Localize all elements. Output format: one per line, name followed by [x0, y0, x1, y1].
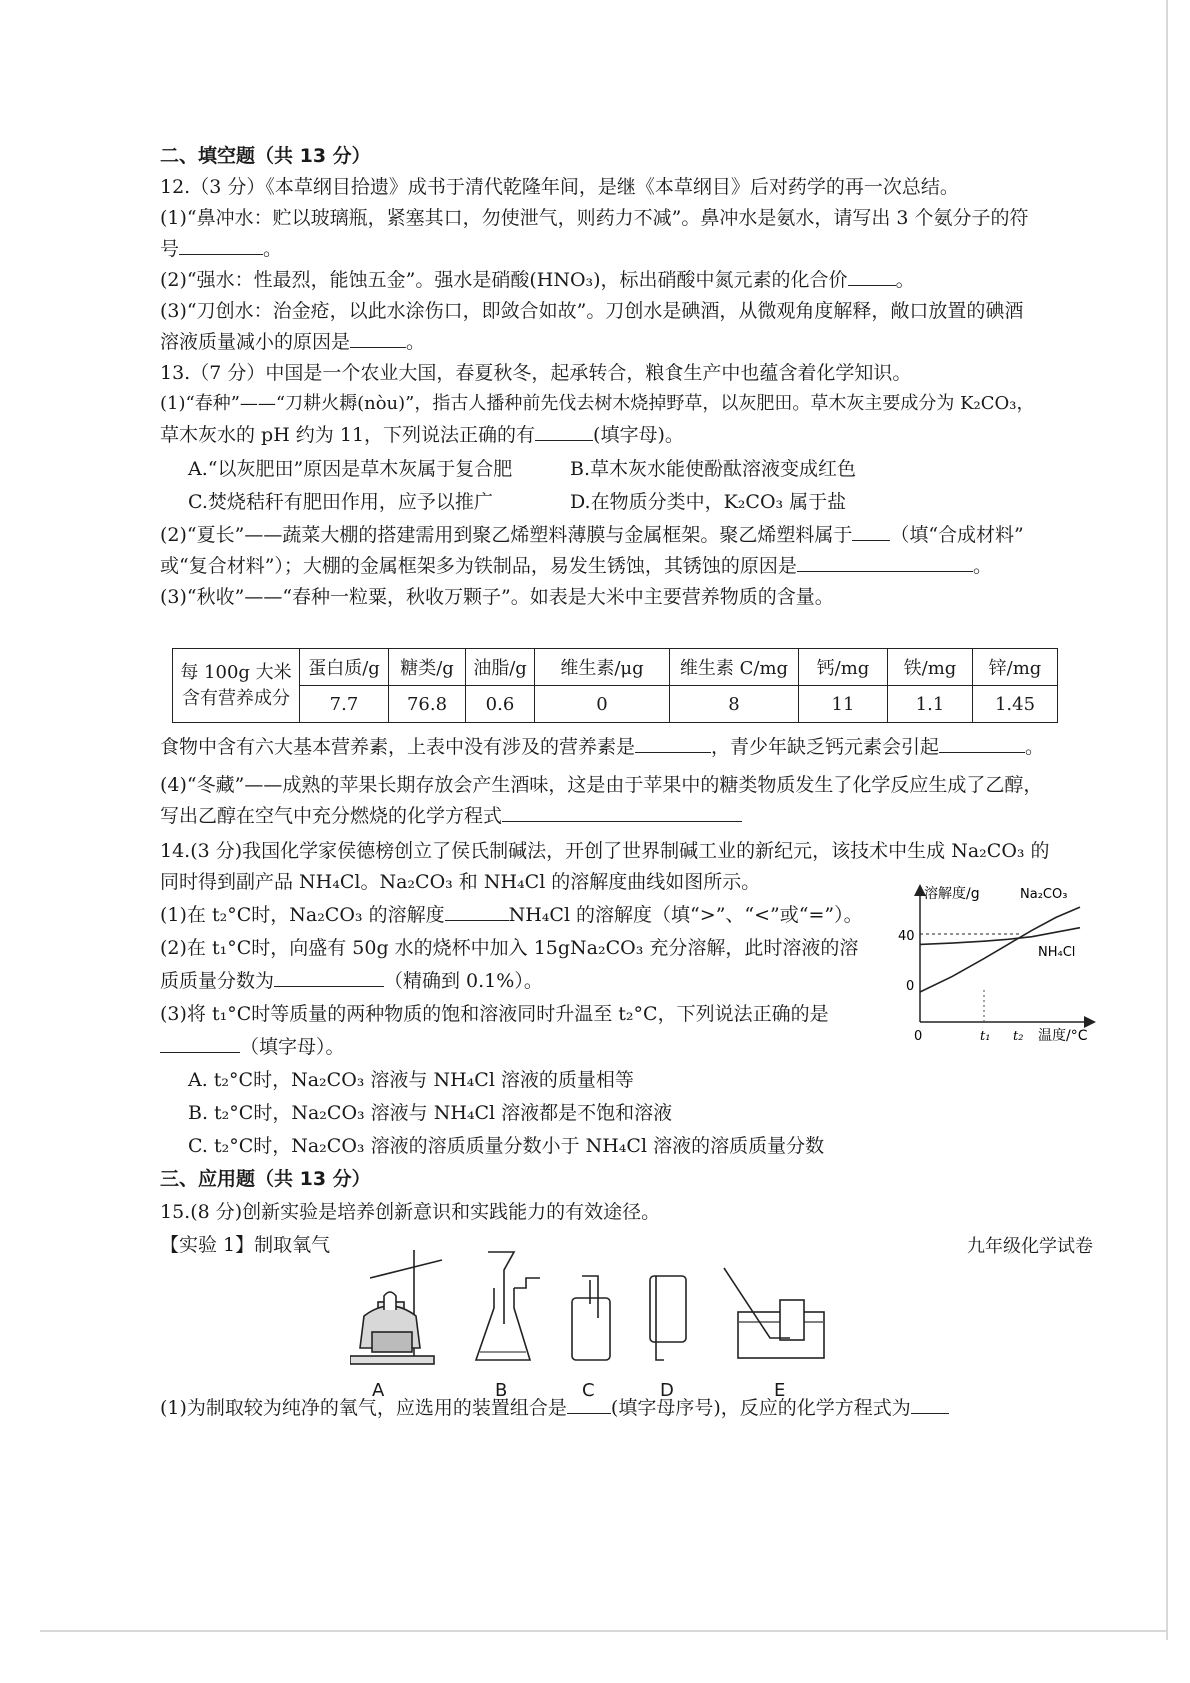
section3-title: 三、应用题（共 13 分）: [160, 1168, 371, 1190]
x-tick-label: t₂: [1013, 1029, 1024, 1042]
apparatus-a: [350, 1250, 442, 1364]
answer-blank[interactable]: [635, 734, 711, 753]
table-cell: 0: [535, 686, 670, 723]
page-footer: 九年级化学试卷: [967, 1236, 1093, 1257]
q14-part3-cont: （填字母）。: [160, 1034, 345, 1060]
apparatus-label-d: D: [660, 1380, 674, 1401]
answer-blank[interactable]: [179, 236, 263, 255]
apparatus-d: [650, 1276, 686, 1360]
origin-label: 0: [914, 1029, 923, 1042]
y-tick-label: 40: [898, 929, 915, 944]
x-axis-label: 温度/°C: [1038, 1028, 1088, 1042]
answer-blank[interactable]: [350, 329, 406, 348]
answer-blank[interactable]: [852, 522, 890, 541]
q15-stem: 15.(8 分)创新实验是培养创新意识和实践能力的有效途径。: [160, 1201, 661, 1223]
apparatus-label-c: C: [582, 1380, 595, 1401]
y-axis-label: 溶解度/g: [924, 886, 980, 902]
q14-option-a: A. t₂°C时，Na₂CO₃ 溶液与 NH₄Cl 溶液的质量相等: [188, 1069, 634, 1091]
table-row-header: 每 100g 大米 含有营养成分: [173, 649, 300, 723]
table-header-cell: 蛋白质/g: [300, 649, 389, 686]
answer-blank[interactable]: [797, 553, 973, 572]
y-tick-label: 0: [906, 979, 915, 994]
q13-after-table: 食物中含有六大基本营养素，上表中没有涉及的营养素是 ，青少年缺乏钙元素会引起 。: [160, 736, 1045, 758]
q12-part3-cont: 溶液质量减小的原因是 。: [160, 331, 426, 353]
q12-part1-cont: 号 。: [160, 238, 283, 260]
q12-stem: 12.（3 分）《本草纲目拾遗》成书于清代乾隆年间，是继《本草纲目》后对药学的再一次总结。: [160, 176, 959, 198]
table-cell: 11: [799, 686, 888, 723]
apparatus-label-a: A: [372, 1380, 385, 1401]
q13-option-a: A.“以灰肥田”原因是草木灰属于复合肥: [188, 458, 513, 480]
answer-blank[interactable]: [848, 267, 896, 286]
q13-part4-cont: 写出乙醇在空气中充分燃烧的化学方程式: [160, 803, 742, 829]
answer-blank[interactable]: [911, 1395, 949, 1414]
series-line-nh4cl: [920, 928, 1080, 945]
table-row: [173, 686, 1058, 723]
apparatus-drawings: [350, 1248, 970, 1378]
q14-part2: (2)在 t₁°C时，向盛有 50g 水的烧杯中加入 15gNa₂CO₃ 充分溶解，此时溶液的溶: [160, 937, 859, 959]
page-bottom-edge: [40, 1630, 1166, 1632]
answer-blank[interactable]: [939, 734, 1025, 753]
page-edge: [1166, 0, 1168, 1640]
table-cell: 1.45: [973, 686, 1058, 723]
apparatus-e: [724, 1268, 824, 1358]
q13-part3: (3)“秋收”——“春种一粒粟，秋收万颗子”。如表是大米中主要营养物质的含量。: [160, 586, 834, 608]
table-header-cell: 油脂/g: [466, 649, 535, 686]
q14-stem: 14.(3 分)我国化学家侯德榜创立了侯氏制碱法，开创了世界制碱工业的新纪元，该技术中生成 Na₂CO₃ 的: [160, 840, 1050, 862]
q13-part1-cont: 草木灰水的 pH 约为 11，下列说法正确的有 (填字母)。: [160, 424, 684, 446]
q13-option-c: C.焚烧秸秆有肥田作用，应予以推广: [188, 491, 493, 513]
q15-part1: (1)为制取较为纯净的氧气，应选用的装置组合是 (填字母序号)，反应的化学方程式为: [160, 1395, 949, 1421]
table-cell: 8: [670, 686, 799, 723]
q13-stem: 13.（7 分）中国是一个农业大国，春夏秋冬，起承转合，粮食生产中也蕴含着化学知识。: [160, 362, 912, 384]
q12-part1: (1)“鼻冲水：贮以玻璃瓶，紧塞其口，勿使泄气，则药力不减”。鼻冲水是氨水，请写出 3 个氨分子的符: [160, 207, 1029, 229]
q14-option-b: B. t₂°C时，Na₂CO₃ 溶液与 NH₄Cl 溶液都是不饱和溶液: [188, 1102, 673, 1124]
x-tick-label: t₁: [980, 1029, 991, 1042]
q14-part2-cont: 质质量分数为 （精确到 0.1%）。: [160, 970, 543, 992]
q13-part4: (4)“冬藏”——成熟的苹果长期存放会产生酒味，这是由于苹果中的糖类物质发生了化学反应生成了乙醇，: [160, 774, 1043, 796]
q13-option-d: D.在物质分类中，K₂CO₃ 属于盐: [570, 491, 847, 513]
apparatus-label-e: E: [774, 1380, 786, 1401]
q14-option-c: C. t₂°C时，Na₂CO₃ 溶液的溶质质量分数小于 NH₄Cl 溶液的溶质质量分数: [188, 1135, 825, 1157]
table-header-cell: 锌/mg: [973, 649, 1058, 686]
nutrition-table: [172, 648, 1058, 723]
table-cell: 76.8: [389, 686, 466, 723]
q14-part3: (3)将 t₁°C时等质量的两种物质的饱和溶液同时升温至 t₂°C，下列说法正确的是: [160, 1003, 829, 1025]
q13-option-b: B.草木灰水能使酚酞溶液变成红色: [570, 458, 857, 480]
answer-blank[interactable]: [160, 1034, 240, 1053]
table-cell: 1.1: [888, 686, 973, 723]
q13-part2: (2)“夏长”——蔬菜大棚的搭建需用到聚乙烯塑料薄膜与金属框架。聚乙烯塑料属于 （填“合成材料”: [160, 524, 1024, 546]
answer-blank[interactable]: [502, 803, 742, 822]
section2-title: 二、填空题（共 13 分）: [160, 145, 371, 167]
q15-exp1-title: 【实验 1】制取氧气: [160, 1234, 331, 1256]
apparatus-b: [476, 1252, 540, 1360]
apparatus-label-b: B: [495, 1380, 508, 1401]
answer-blank[interactable]: [535, 422, 593, 441]
table-header-cell: 维生素 C/mg: [670, 649, 799, 686]
answer-blank[interactable]: [274, 968, 384, 987]
q12-part3: (3)“刀创水：治金疮，以此水涂伤口，即敛合如故”。刀创水是碘酒，从微观角度解释，敞口放置的碘酒: [160, 300, 1024, 322]
table-cell: 7.7: [300, 686, 389, 723]
apparatus-figure: [350, 1248, 970, 1401]
table-header-cell: 维生素/μg: [535, 649, 670, 686]
legend-na2co3: Na₂CO₃: [1020, 887, 1068, 902]
table-header-cell: 铁/mg: [888, 649, 973, 686]
q14-stem-cont: 同时得到副产品 NH₄Cl。Na₂CO₃ 和 NH₄Cl 的溶解度曲线如图所示。: [160, 871, 761, 893]
table-header-cell: 钙/mg: [799, 649, 888, 686]
solubility-chart: [880, 882, 1100, 1042]
q13-part2-cont: 或“复合材料”）；大棚的金属框架多为铁制品，易发生锈蚀，其锈蚀的原因是 。: [160, 555, 992, 577]
q14-part1: (1)在 t₂°C时，Na₂CO₃ 的溶解度 NH₄Cl 的溶解度（填“>”、“<”或“=”）。: [160, 904, 863, 926]
table-header-cell: 糖类/g: [389, 649, 466, 686]
apparatus-c: [572, 1276, 610, 1360]
legend-nh4cl: NH₄Cl: [1038, 945, 1076, 960]
table-cell: 0.6: [466, 686, 535, 723]
answer-blank[interactable]: [445, 902, 509, 921]
table-row: [173, 649, 1058, 686]
q12-part2: (2)“强水：性最烈，能蚀五金”。强水是硝酸(HNO₃)，标出硝酸中氮元素的化合价 。: [160, 269, 915, 291]
q13-part1: (1)“春种”——“刀耕火耨(nòu)”，指古人播种前先伐去树木烧掉野草，以灰肥田。草木灰主要成分为 K₂CO₃，: [160, 393, 1035, 414]
